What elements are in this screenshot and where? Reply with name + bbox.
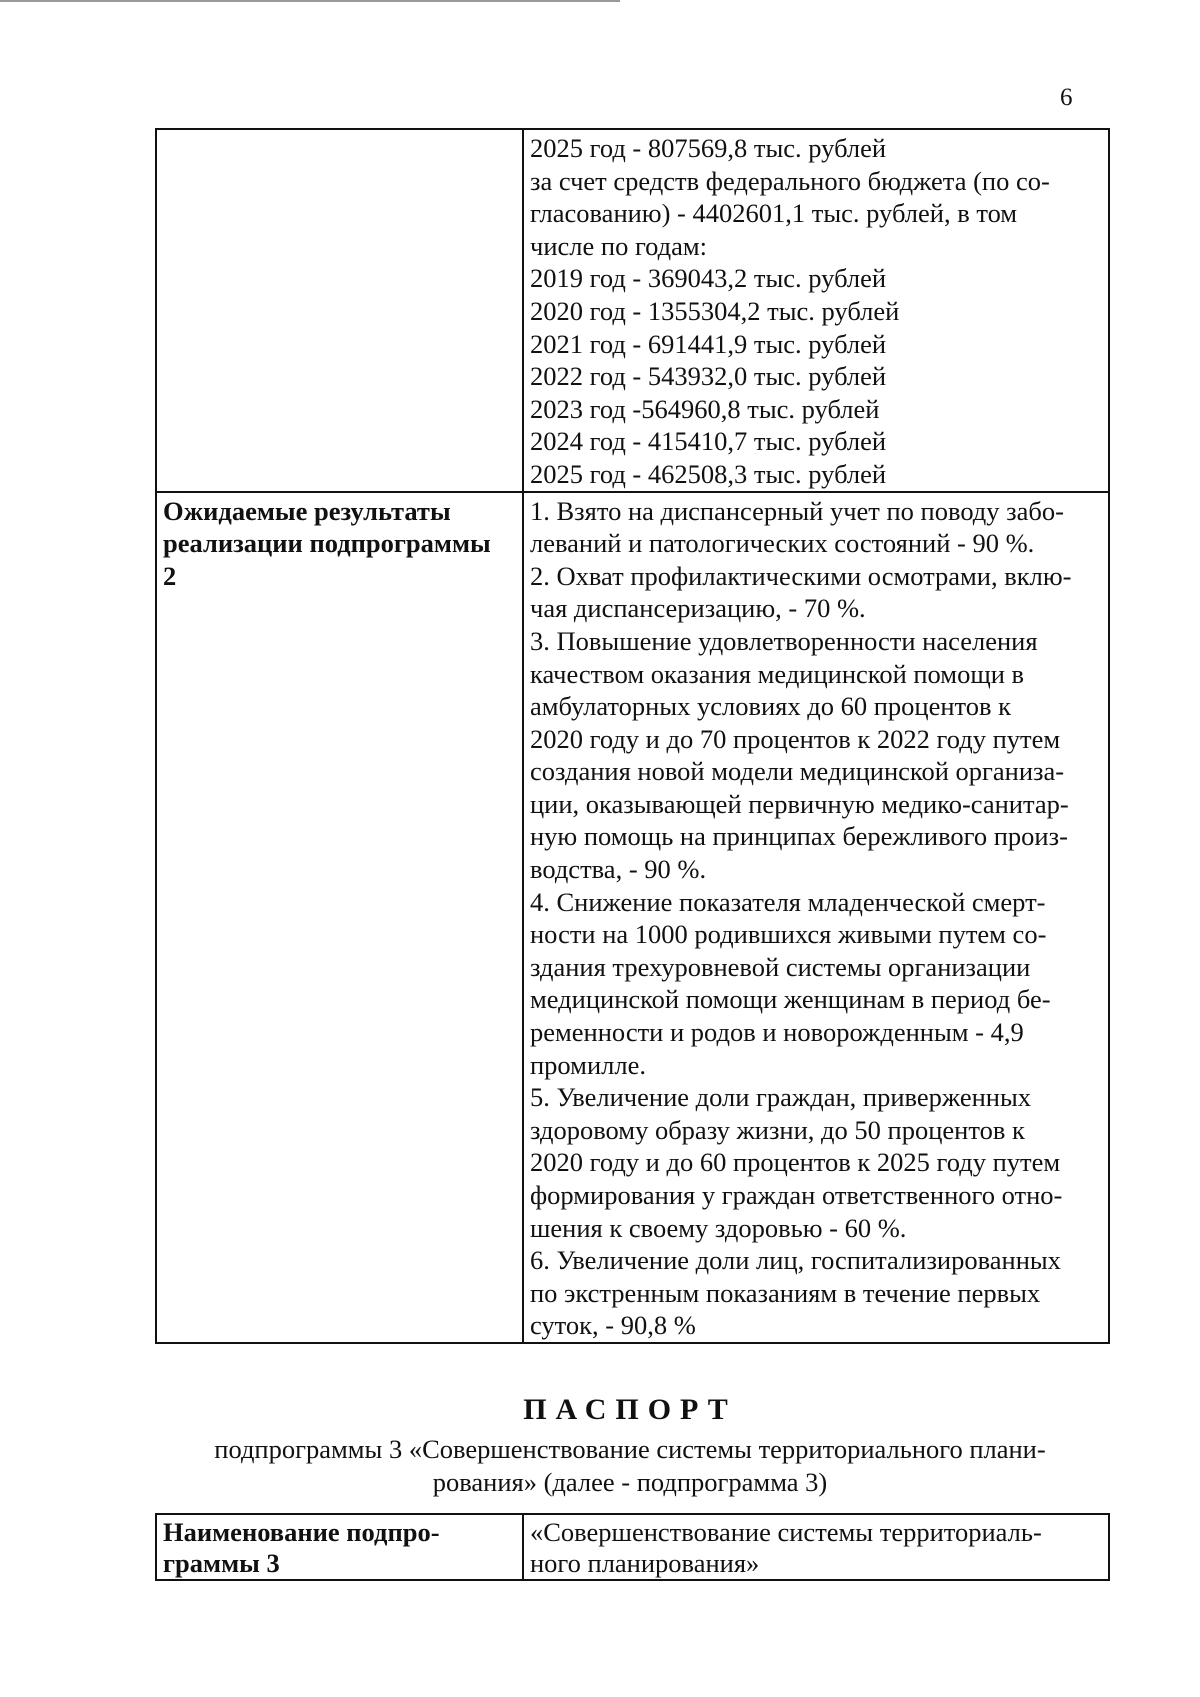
row-label-line: граммы 3 — [163, 1548, 280, 1578]
text-line: здания трехуровневой системы организации — [530, 951, 1031, 982]
text-line: 2023 год -564960,8 тыс. рублей — [530, 393, 880, 424]
subprogram-name-table — [155, 1513, 1110, 1581]
text-line: чая диспансеризацию, - 70 %. — [530, 593, 866, 624]
table-cell-label — [156, 129, 523, 492]
text-line: качеством оказания медицинской помощи в — [530, 658, 1025, 689]
table-row — [156, 1514, 1109, 1580]
scan-edge-line — [0, 0, 620, 2]
text-line: 6. Увеличение доли лиц, госпитализированных — [530, 1245, 1061, 1276]
text-line: формирования у граждан ответственного отно- — [530, 1180, 1063, 1210]
table-cell-value — [523, 129, 1109, 492]
text-line: 2025 год - 807569,8 тыс. рублей — [530, 133, 887, 163]
financing-results-table — [155, 128, 1110, 1344]
subtitle-line: подпрограммы 3 «Совершенствование системы территориального плани- — [214, 1434, 1046, 1464]
text-line: 2020 году и до 70 процентов к 2022 году путем — [530, 723, 1061, 754]
text-line: медицинской помощи женщинам в период бе- — [530, 984, 1051, 1015]
text-line: водства, - 90 %. — [530, 854, 707, 885]
text-line: 2. Охват профилактическими осмотрами, вклю- — [530, 560, 1072, 591]
text-line: 2025 год - 462508,3 тыс. рублей — [530, 458, 887, 489]
row-label-line: Наименование подпро- — [163, 1517, 440, 1547]
table-cell-label — [156, 492, 523, 1343]
text-line: 2021 год - 691441,9 тыс. рублей — [530, 328, 887, 359]
text-line: ности на 1000 родившихся живыми путем со- — [530, 919, 1047, 950]
text-line: 2024 год - 415410,7 тыс. рублей — [530, 426, 887, 457]
text-line: 1. Взято на диспансерный учет по поводу забо- — [530, 495, 1064, 526]
text-line: суток, - 90,8 % — [530, 1310, 696, 1341]
row-label-line: Ожидаемые результаты — [163, 495, 451, 526]
table-cell-value — [523, 492, 1109, 1343]
text-line: промилле. — [530, 1049, 646, 1080]
text-line: амбулаторных условиях до 60 процентов к — [530, 691, 1012, 722]
row-label-line: 2 — [163, 560, 177, 591]
text-line: шения к своему здоровью - 60 %. — [530, 1212, 907, 1243]
row-label-line: реализации подпрограммы — [163, 528, 491, 559]
text-line: 2019 год - 369043,2 тыс. рублей — [530, 263, 887, 294]
text-line: здоровому образу жизни, до 50 процентов к — [530, 1114, 1025, 1145]
text-line: ную помощь на принципах бережливого произ- — [530, 821, 1068, 852]
table-row — [156, 492, 1109, 1343]
text-line: 3. Повышение удовлетворенности населения — [530, 625, 1038, 656]
text-line: «Совершенствование системы территориаль- — [530, 1517, 1042, 1547]
text-line: ного планирования» — [530, 1548, 760, 1578]
text-line: ции, оказывающей первичную медико-санитар- — [530, 788, 1069, 819]
subtitle-line: рования» (далее - подпрограмма 3) — [432, 1467, 828, 1497]
text-line: леваний и патологических состояний - 90 %. — [530, 528, 1035, 559]
text-line: ременности и родов и новорожденным - 4,9 — [530, 1017, 1024, 1048]
table-row — [156, 129, 1109, 492]
text-line: 2022 год - 543932,0 тыс. рублей — [530, 361, 887, 392]
page-number: 6 — [1060, 84, 1073, 111]
passport-title: ПАСПОРТ — [523, 1393, 737, 1426]
text-line: 2020 год - 1355304,2 тыс. рублей — [530, 295, 900, 326]
passport-subtitle — [150, 1433, 1110, 1499]
text-line: гласованию) - 4402601,1 тыс. рублей, в том — [530, 198, 1018, 229]
text-line: числе по годам: — [530, 230, 708, 261]
table-cell-label — [156, 1514, 523, 1580]
text-line: 5. Увеличение доли граждан, приверженных — [530, 1082, 1032, 1113]
table-cell-value — [523, 1514, 1109, 1580]
text-line: 2020 году и до 60 процентов к 2025 году путем — [530, 1147, 1061, 1178]
text-line: за счет средств федерального бюджета (по со- — [530, 165, 1050, 196]
text-line: по экстренным показаниям в течение первых — [530, 1277, 1041, 1308]
text-line: создания новой модели медицинской организа- — [530, 756, 1065, 787]
text-line: 4. Снижение показателя младенческой смерт- — [530, 886, 1046, 917]
